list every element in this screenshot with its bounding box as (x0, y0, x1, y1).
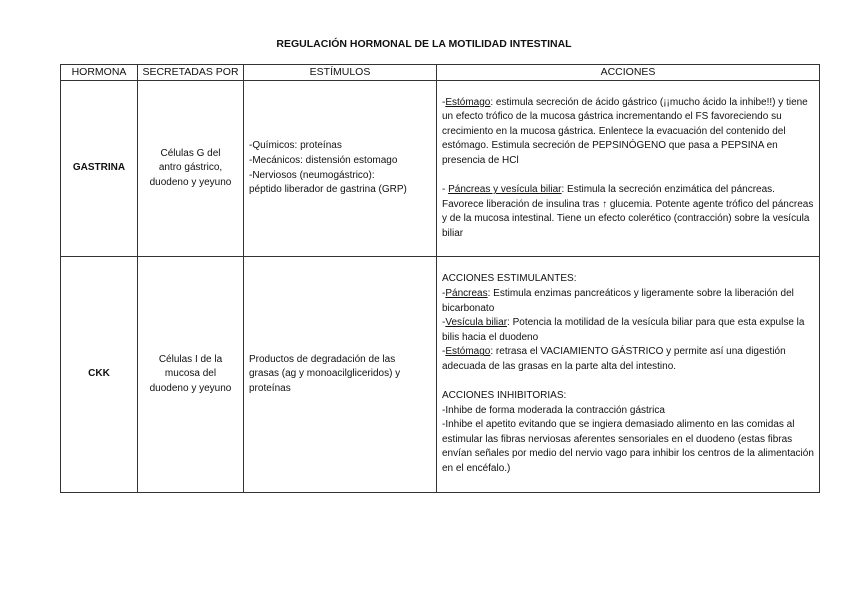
hormone-name: CKK (61, 257, 138, 493)
dash: - (442, 346, 446, 358)
stimulus-line: grasas (ag y monoacilgliceridos) y (249, 368, 401, 380)
secreted-line: antro gástrico, (158, 162, 223, 174)
table-row-ckk (61, 257, 820, 493)
secreted-line: Células G del (160, 147, 221, 159)
action-paragraph: -Inhibe de forma moderada la contracción gástrica (442, 404, 665, 416)
secreted-line: duodeno y yeyuno (149, 176, 232, 188)
action-paragraph (442, 316, 814, 345)
stimulus-line: -Mecánicos: distensión estomago (249, 154, 398, 166)
action-paragraph (442, 345, 814, 374)
spacer (442, 169, 814, 184)
stimulus-line: Productos de degradación de las (249, 353, 396, 365)
organ-label: Estómago (445, 96, 491, 108)
header-estimulos: ESTÍMULOS (244, 65, 437, 81)
dash: - (442, 184, 449, 196)
dash: - (442, 317, 446, 329)
stimulus-line: péptido liberador de gastrina (GRP) (249, 184, 407, 196)
stimuli-cell (244, 257, 437, 493)
action-text: : estimula secreción de ácido gástrico (¡¡mucho ácido la inhibe!!) y tiene un efecto trófico de la mucosa gástrica incrementando el FS favoreciendo su crecimiento en la mucosa gástrica. Enlentece la evacuación del contenido del estómago. Estimula secreción de PEPSINÓGENO que pasa a PEPSINA en presencia de HCl (442, 96, 808, 166)
action-text: : Estimula la secreción enzimática del páncreas. Favorece liberación de insulina tras ↑ glucemia. Potente agente trófico del páncreas y de la mucosa intestinal. Tiene un efecto colerético (contracción) sobre la vesícula biliar (442, 184, 814, 239)
action-paragraph (442, 183, 814, 241)
stimulus-line: -Químicos: proteínas (249, 140, 342, 152)
secreted-by-cell (138, 257, 244, 493)
document-title: REGULACIÓN HORMONAL DE LA MOTILIDAD INTESTINAL (276, 38, 572, 50)
stimulus-line: proteínas (249, 382, 291, 394)
header-acciones: ACCIONES (437, 65, 820, 81)
secreted-line: Células I de la (158, 353, 223, 365)
action-paragraph: -Inhibe el apetito evitando que se ingiera demasiado alimento en las comidas al estimular las fibras nerviosas aferentes sensoriales en el duodeno (estas fibras envían señales por medio del nervio vago para inhibir los centros de la alimentación en el encéfalo.) (442, 419, 814, 475)
stimuli-cell (244, 81, 437, 257)
organ-label: Páncreas y vesícula biliar (448, 184, 562, 196)
action-text: : retrasa el VACIAMIENTO GÁSTRICO y permite así una digestión adecuada de las grasas en la parte alta del intestino. (442, 346, 786, 372)
organ-label: Estómago (445, 346, 491, 358)
header-hormona: HORMONA (61, 65, 138, 81)
dash: - (442, 96, 446, 108)
header-secretadas-por: SECRETADAS POR (138, 65, 244, 81)
action-paragraph (442, 96, 814, 169)
organ-label: Vesícula biliar (445, 317, 508, 329)
hormone-name: GASTRINA (61, 81, 138, 257)
actions-cell (437, 81, 820, 257)
secreted-line: duodeno y yeyuno (149, 382, 232, 394)
section-heading: ACCIONES INHIBITORIAS: (442, 390, 567, 402)
secreted-line: mucosa del (164, 368, 217, 380)
table-row-gastrina (61, 81, 820, 257)
action-paragraph (442, 287, 814, 316)
spacer (442, 375, 814, 390)
stimulus-line: -Nerviosos (neumogástrico): (249, 169, 375, 181)
organ-label: Páncreas (445, 287, 488, 299)
dash: - (442, 287, 446, 299)
actions-cell (437, 257, 820, 493)
secreted-by-cell (138, 81, 244, 257)
action-text: : Potencia la motilidad de la vesícula biliar para que esta expulse la bilis hacia el duodeno (442, 317, 805, 343)
action-text: : Estimula enzimas pancreáticos y ligeramente sobre la liberación del bicarbonato (442, 287, 794, 314)
table-header-row (61, 65, 820, 81)
section-heading: ACCIONES ESTIMULANTES: (442, 273, 577, 285)
hormone-table (60, 64, 820, 493)
